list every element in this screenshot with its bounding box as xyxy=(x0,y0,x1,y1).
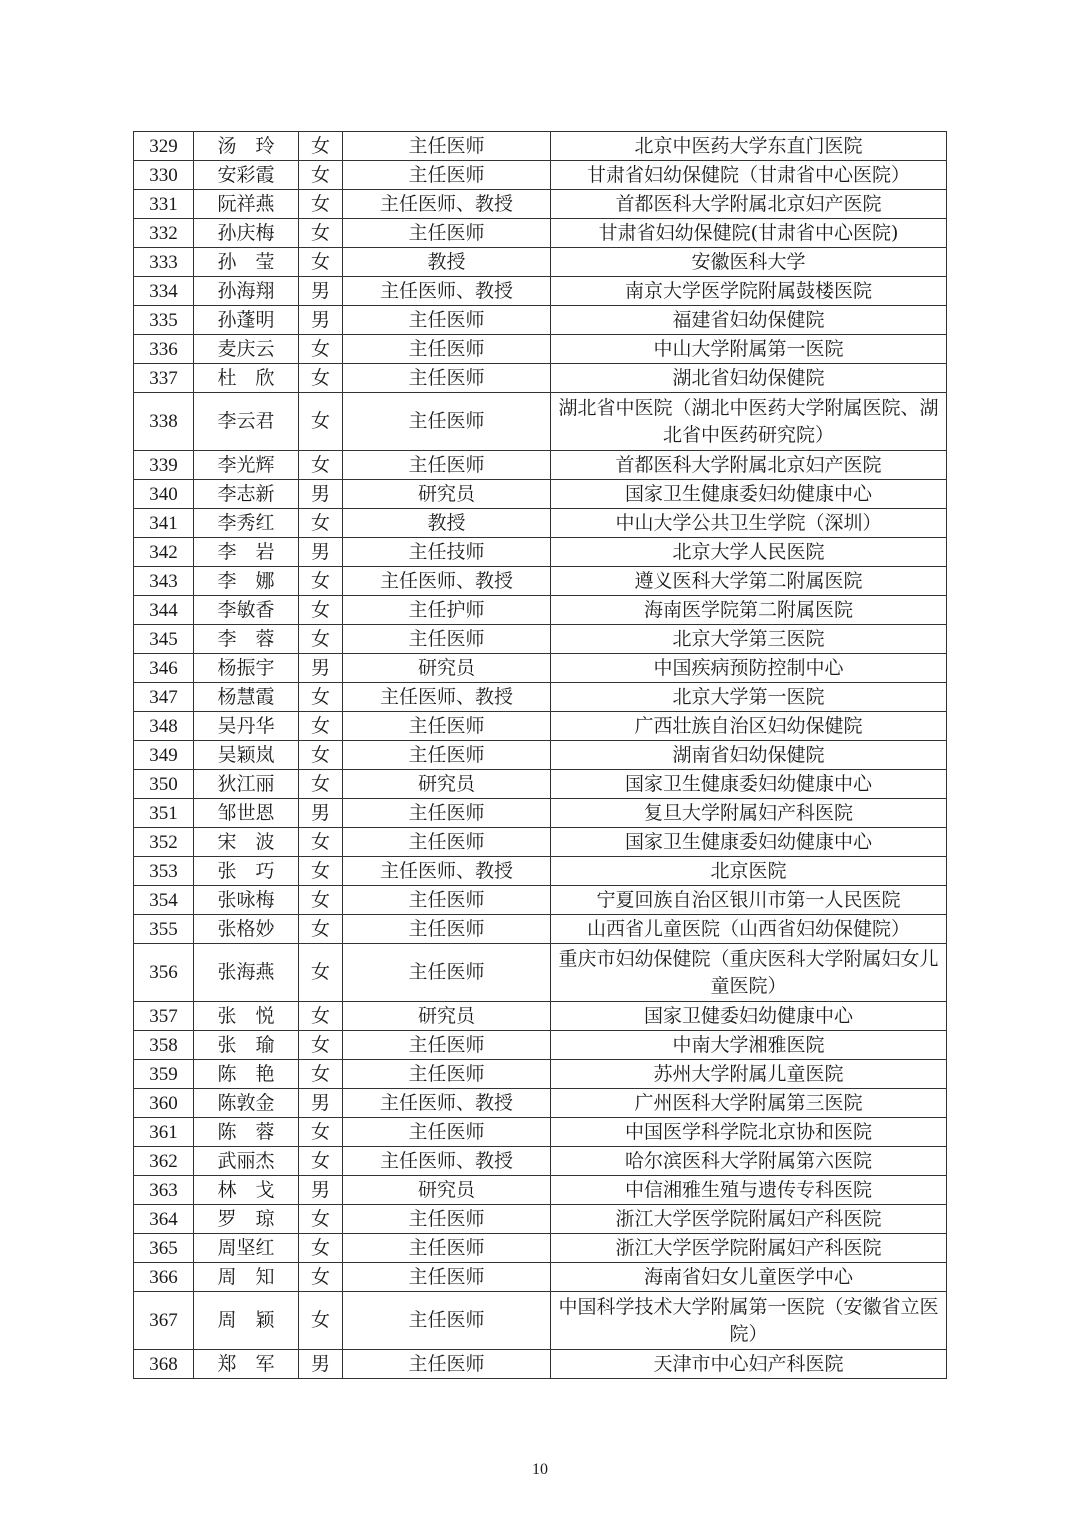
cell-number: 352 xyxy=(134,828,194,857)
cell-number: 357 xyxy=(134,1002,194,1031)
cell-organization: 哈尔滨医科大学附属第六医院 xyxy=(551,1147,947,1176)
cell-sex: 女 xyxy=(299,1118,343,1147)
cell-sex: 女 xyxy=(299,915,343,944)
cell-sex: 女 xyxy=(299,1060,343,1089)
table-row xyxy=(134,480,947,509)
cell-name: 杨振宇 xyxy=(194,654,299,683)
cell-title: 主任医师 xyxy=(343,364,551,393)
cell-name: 麦庆云 xyxy=(194,335,299,364)
cell-name: 陈敦金 xyxy=(194,1089,299,1118)
cell-sex: 女 xyxy=(299,1147,343,1176)
cell-number: 341 xyxy=(134,509,194,538)
expert-roster-table xyxy=(133,131,947,1379)
cell-name: 李敏香 xyxy=(194,596,299,625)
cell-number: 347 xyxy=(134,683,194,712)
cell-sex: 女 xyxy=(299,364,343,393)
table-row xyxy=(134,1060,947,1089)
cell-organization: 复旦大学附属妇产科医院 xyxy=(551,799,947,828)
table-row xyxy=(134,1263,947,1292)
table-row xyxy=(134,712,947,741)
cell-organization: 重庆市妇幼保健院（重庆医科大学附属妇女儿童医院） xyxy=(551,944,947,1002)
cell-number: 348 xyxy=(134,712,194,741)
cell-organization: 北京中医药大学东直门医院 xyxy=(551,132,947,161)
cell-title: 主任医师、教授 xyxy=(343,857,551,886)
cell-name: 汤 玲 xyxy=(194,132,299,161)
table-row xyxy=(134,915,947,944)
cell-name: 李 蓉 xyxy=(194,625,299,654)
cell-number: 339 xyxy=(134,451,194,480)
cell-number: 362 xyxy=(134,1147,194,1176)
cell-sex: 女 xyxy=(299,741,343,770)
cell-sex: 女 xyxy=(299,190,343,219)
cell-organization: 天津市中心妇产科医院 xyxy=(551,1350,947,1379)
cell-sex: 女 xyxy=(299,161,343,190)
cell-sex: 女 xyxy=(299,509,343,538)
cell-title: 主任医师 xyxy=(343,1118,551,1147)
cell-name: 张 悦 xyxy=(194,1002,299,1031)
table-row xyxy=(134,161,947,190)
cell-organization: 中国医学科学院北京协和医院 xyxy=(551,1118,947,1147)
cell-title: 主任医师 xyxy=(343,1263,551,1292)
table-row xyxy=(134,451,947,480)
cell-title: 主任医师 xyxy=(343,335,551,364)
cell-name: 李志新 xyxy=(194,480,299,509)
cell-organization: 甘肃省妇幼保健院（甘肃省中心医院） xyxy=(551,161,947,190)
table-row xyxy=(134,1234,947,1263)
cell-name: 陈 蓉 xyxy=(194,1118,299,1147)
cell-title: 研究员 xyxy=(343,480,551,509)
cell-organization: 广西壮族自治区妇幼保健院 xyxy=(551,712,947,741)
cell-organization: 甘肃省妇幼保健院(甘肃省中心医院) xyxy=(551,219,947,248)
table-row xyxy=(134,1147,947,1176)
table-row xyxy=(134,596,947,625)
cell-title: 主任医师 xyxy=(343,1350,551,1379)
cell-title: 主任医师 xyxy=(343,828,551,857)
page-number: 10 xyxy=(532,1461,548,1478)
cell-sex: 女 xyxy=(299,1292,343,1350)
cell-title: 主任医师 xyxy=(343,886,551,915)
cell-sex: 女 xyxy=(299,1002,343,1031)
cell-number: 365 xyxy=(134,1234,194,1263)
cell-name: 杜 欣 xyxy=(194,364,299,393)
cell-organization: 北京大学人民医院 xyxy=(551,538,947,567)
cell-number: 332 xyxy=(134,219,194,248)
cell-title: 研究员 xyxy=(343,1002,551,1031)
cell-title: 主任医师 xyxy=(343,306,551,335)
cell-organization: 中山大学附属第一医院 xyxy=(551,335,947,364)
cell-name: 李光辉 xyxy=(194,451,299,480)
table-row xyxy=(134,509,947,538)
cell-title: 主任医师 xyxy=(343,915,551,944)
cell-name: 张 巧 xyxy=(194,857,299,886)
table-row xyxy=(134,625,947,654)
cell-number: 338 xyxy=(134,393,194,451)
table-row xyxy=(134,828,947,857)
table-row xyxy=(134,1292,947,1350)
cell-title: 主任护师 xyxy=(343,596,551,625)
cell-sex: 男 xyxy=(299,480,343,509)
cell-title: 主任医师、教授 xyxy=(343,683,551,712)
cell-name: 张海燕 xyxy=(194,944,299,1002)
cell-organization: 北京医院 xyxy=(551,857,947,886)
cell-title: 主任医师 xyxy=(343,161,551,190)
cell-name: 郑 军 xyxy=(194,1350,299,1379)
cell-number: 336 xyxy=(134,335,194,364)
cell-title: 主任医师 xyxy=(343,799,551,828)
cell-organization: 国家卫生健康委妇幼健康中心 xyxy=(551,480,947,509)
cell-title: 主任医师 xyxy=(343,393,551,451)
cell-title: 主任医师 xyxy=(343,712,551,741)
cell-number: 358 xyxy=(134,1031,194,1060)
cell-number: 367 xyxy=(134,1292,194,1350)
cell-organization: 北京大学第一医院 xyxy=(551,683,947,712)
cell-organization: 国家卫生健康委妇幼健康中心 xyxy=(551,770,947,799)
cell-sex: 女 xyxy=(299,132,343,161)
cell-number: 355 xyxy=(134,915,194,944)
cell-sex: 女 xyxy=(299,828,343,857)
cell-name: 张 瑜 xyxy=(194,1031,299,1060)
cell-organization: 福建省妇幼保健院 xyxy=(551,306,947,335)
cell-number: 330 xyxy=(134,161,194,190)
roster-body xyxy=(134,132,947,1379)
table-row xyxy=(134,654,947,683)
table-row xyxy=(134,132,947,161)
table-row xyxy=(134,1350,947,1379)
cell-organization: 中国疾病预防控制中心 xyxy=(551,654,947,683)
cell-number: 329 xyxy=(134,132,194,161)
table-row xyxy=(134,335,947,364)
table-row xyxy=(134,1002,947,1031)
cell-title: 教授 xyxy=(343,248,551,277)
cell-title: 主任医师 xyxy=(343,132,551,161)
cell-sex: 男 xyxy=(299,1350,343,1379)
table-row xyxy=(134,1176,947,1205)
cell-sex: 女 xyxy=(299,857,343,886)
cell-name: 宋 波 xyxy=(194,828,299,857)
table-row xyxy=(134,741,947,770)
cell-organization: 中国科学技术大学附属第一医院（安徽省立医院） xyxy=(551,1292,947,1350)
table-row xyxy=(134,1031,947,1060)
cell-title: 主任医师 xyxy=(343,741,551,770)
cell-organization: 海南医学院第二附属医院 xyxy=(551,596,947,625)
cell-organization: 浙江大学医学院附属妇产科医院 xyxy=(551,1234,947,1263)
table-row xyxy=(134,1118,947,1147)
cell-title: 主任医师、教授 xyxy=(343,1089,551,1118)
cell-organization: 海南省妇女儿童医学中心 xyxy=(551,1263,947,1292)
cell-organization: 中南大学湘雅医院 xyxy=(551,1031,947,1060)
cell-number: 344 xyxy=(134,596,194,625)
table-row xyxy=(134,393,947,451)
table-row xyxy=(134,219,947,248)
cell-organization: 山西省儿童医院（山西省妇幼保健院） xyxy=(551,915,947,944)
cell-sex: 男 xyxy=(299,799,343,828)
cell-organization: 湖北省中医院（湖北中医药大学附属医院、湖北省中医药研究院） xyxy=(551,393,947,451)
cell-number: 349 xyxy=(134,741,194,770)
cell-sex: 女 xyxy=(299,596,343,625)
table-row xyxy=(134,277,947,306)
cell-organization: 浙江大学医学院附属妇产科医院 xyxy=(551,1205,947,1234)
cell-name: 罗 琼 xyxy=(194,1205,299,1234)
cell-title: 主任医师 xyxy=(343,1031,551,1060)
cell-organization: 首都医科大学附属北京妇产医院 xyxy=(551,190,947,219)
table-row xyxy=(134,248,947,277)
cell-number: 368 xyxy=(134,1350,194,1379)
cell-organization: 苏州大学附属儿童医院 xyxy=(551,1060,947,1089)
cell-organization: 南京大学医学院附属鼓楼医院 xyxy=(551,277,947,306)
cell-name: 陈 艳 xyxy=(194,1060,299,1089)
cell-number: 360 xyxy=(134,1089,194,1118)
cell-name: 孙 莹 xyxy=(194,248,299,277)
cell-sex: 女 xyxy=(299,683,343,712)
cell-title: 主任医师 xyxy=(343,451,551,480)
table-row xyxy=(134,364,947,393)
cell-sex: 男 xyxy=(299,277,343,306)
cell-title: 主任医师 xyxy=(343,1234,551,1263)
cell-name: 邹世恩 xyxy=(194,799,299,828)
cell-number: 354 xyxy=(134,886,194,915)
table-row xyxy=(134,567,947,596)
cell-sex: 女 xyxy=(299,335,343,364)
cell-number: 350 xyxy=(134,770,194,799)
cell-sex: 女 xyxy=(299,219,343,248)
cell-number: 361 xyxy=(134,1118,194,1147)
cell-sex: 女 xyxy=(299,1234,343,1263)
cell-number: 353 xyxy=(134,857,194,886)
cell-name: 阮祥燕 xyxy=(194,190,299,219)
cell-number: 334 xyxy=(134,277,194,306)
table-row xyxy=(134,1205,947,1234)
cell-title: 研究员 xyxy=(343,654,551,683)
cell-sex: 男 xyxy=(299,654,343,683)
cell-title: 主任医师、教授 xyxy=(343,1147,551,1176)
table-row xyxy=(134,538,947,567)
cell-name: 李秀红 xyxy=(194,509,299,538)
cell-sex: 女 xyxy=(299,451,343,480)
cell-name: 吴颖岚 xyxy=(194,741,299,770)
cell-number: 363 xyxy=(134,1176,194,1205)
cell-sex: 男 xyxy=(299,1176,343,1205)
cell-title: 研究员 xyxy=(343,770,551,799)
cell-organization: 湖南省妇幼保健院 xyxy=(551,741,947,770)
cell-name: 周 知 xyxy=(194,1263,299,1292)
cell-name: 李 娜 xyxy=(194,567,299,596)
cell-name: 李 岩 xyxy=(194,538,299,567)
cell-sex: 女 xyxy=(299,1205,343,1234)
cell-name: 武丽杰 xyxy=(194,1147,299,1176)
cell-title: 主任医师 xyxy=(343,1060,551,1089)
cell-name: 周 颖 xyxy=(194,1292,299,1350)
cell-sex: 男 xyxy=(299,1089,343,1118)
cell-number: 359 xyxy=(134,1060,194,1089)
cell-number: 345 xyxy=(134,625,194,654)
cell-number: 333 xyxy=(134,248,194,277)
cell-name: 吴丹华 xyxy=(194,712,299,741)
cell-sex: 女 xyxy=(299,886,343,915)
table-row xyxy=(134,683,947,712)
cell-title: 主任医师、教授 xyxy=(343,567,551,596)
cell-organization: 遵义医科大学第二附属医院 xyxy=(551,567,947,596)
cell-name: 张咏梅 xyxy=(194,886,299,915)
cell-sex: 女 xyxy=(299,393,343,451)
cell-title: 主任医师 xyxy=(343,625,551,654)
cell-number: 337 xyxy=(134,364,194,393)
cell-organization: 中信湘雅生殖与遗传专科医院 xyxy=(551,1176,947,1205)
cell-organization: 广州医科大学附属第三医院 xyxy=(551,1089,947,1118)
cell-sex: 女 xyxy=(299,944,343,1002)
table-row xyxy=(134,944,947,1002)
cell-sex: 女 xyxy=(299,770,343,799)
cell-name: 张格妙 xyxy=(194,915,299,944)
cell-organization: 中山大学公共卫生学院（深圳） xyxy=(551,509,947,538)
cell-organization: 湖北省妇幼保健院 xyxy=(551,364,947,393)
cell-name: 孙蓬明 xyxy=(194,306,299,335)
cell-name: 孙庆梅 xyxy=(194,219,299,248)
cell-sex: 女 xyxy=(299,712,343,741)
cell-name: 周坚红 xyxy=(194,1234,299,1263)
cell-title: 主任医师、教授 xyxy=(343,190,551,219)
table-row xyxy=(134,1089,947,1118)
table-row xyxy=(134,770,947,799)
table-row xyxy=(134,857,947,886)
cell-title: 研究员 xyxy=(343,1176,551,1205)
cell-name: 林 戈 xyxy=(194,1176,299,1205)
cell-name: 安彩霞 xyxy=(194,161,299,190)
cell-number: 351 xyxy=(134,799,194,828)
table-row xyxy=(134,799,947,828)
cell-title: 教授 xyxy=(343,509,551,538)
cell-organization: 国家卫健委妇幼健康中心 xyxy=(551,1002,947,1031)
cell-title: 主任医师 xyxy=(343,219,551,248)
cell-sex: 女 xyxy=(299,248,343,277)
cell-sex: 男 xyxy=(299,538,343,567)
cell-number: 335 xyxy=(134,306,194,335)
cell-organization: 北京大学第三医院 xyxy=(551,625,947,654)
cell-organization: 首都医科大学附属北京妇产医院 xyxy=(551,451,947,480)
cell-organization: 安徽医科大学 xyxy=(551,248,947,277)
cell-number: 343 xyxy=(134,567,194,596)
cell-name: 李云君 xyxy=(194,393,299,451)
cell-title: 主任医师 xyxy=(343,944,551,1002)
cell-organization: 宁夏回族自治区银川市第一人民医院 xyxy=(551,886,947,915)
cell-title: 主任技师 xyxy=(343,538,551,567)
cell-sex: 男 xyxy=(299,306,343,335)
cell-number: 346 xyxy=(134,654,194,683)
cell-name: 杨慧霞 xyxy=(194,683,299,712)
cell-number: 340 xyxy=(134,480,194,509)
cell-sex: 女 xyxy=(299,1031,343,1060)
cell-sex: 女 xyxy=(299,1263,343,1292)
cell-organization: 国家卫生健康委妇幼健康中心 xyxy=(551,828,947,857)
table-row xyxy=(134,886,947,915)
cell-name: 孙海翔 xyxy=(194,277,299,306)
cell-number: 366 xyxy=(134,1263,194,1292)
table-row xyxy=(134,190,947,219)
cell-number: 364 xyxy=(134,1205,194,1234)
cell-number: 331 xyxy=(134,190,194,219)
cell-title: 主任医师 xyxy=(343,1292,551,1350)
cell-sex: 女 xyxy=(299,625,343,654)
cell-name: 狄江丽 xyxy=(194,770,299,799)
cell-title: 主任医师、教授 xyxy=(343,277,551,306)
table-row xyxy=(134,306,947,335)
cell-title: 主任医师 xyxy=(343,1205,551,1234)
cell-number: 356 xyxy=(134,944,194,1002)
cell-number: 342 xyxy=(134,538,194,567)
cell-sex: 女 xyxy=(299,567,343,596)
